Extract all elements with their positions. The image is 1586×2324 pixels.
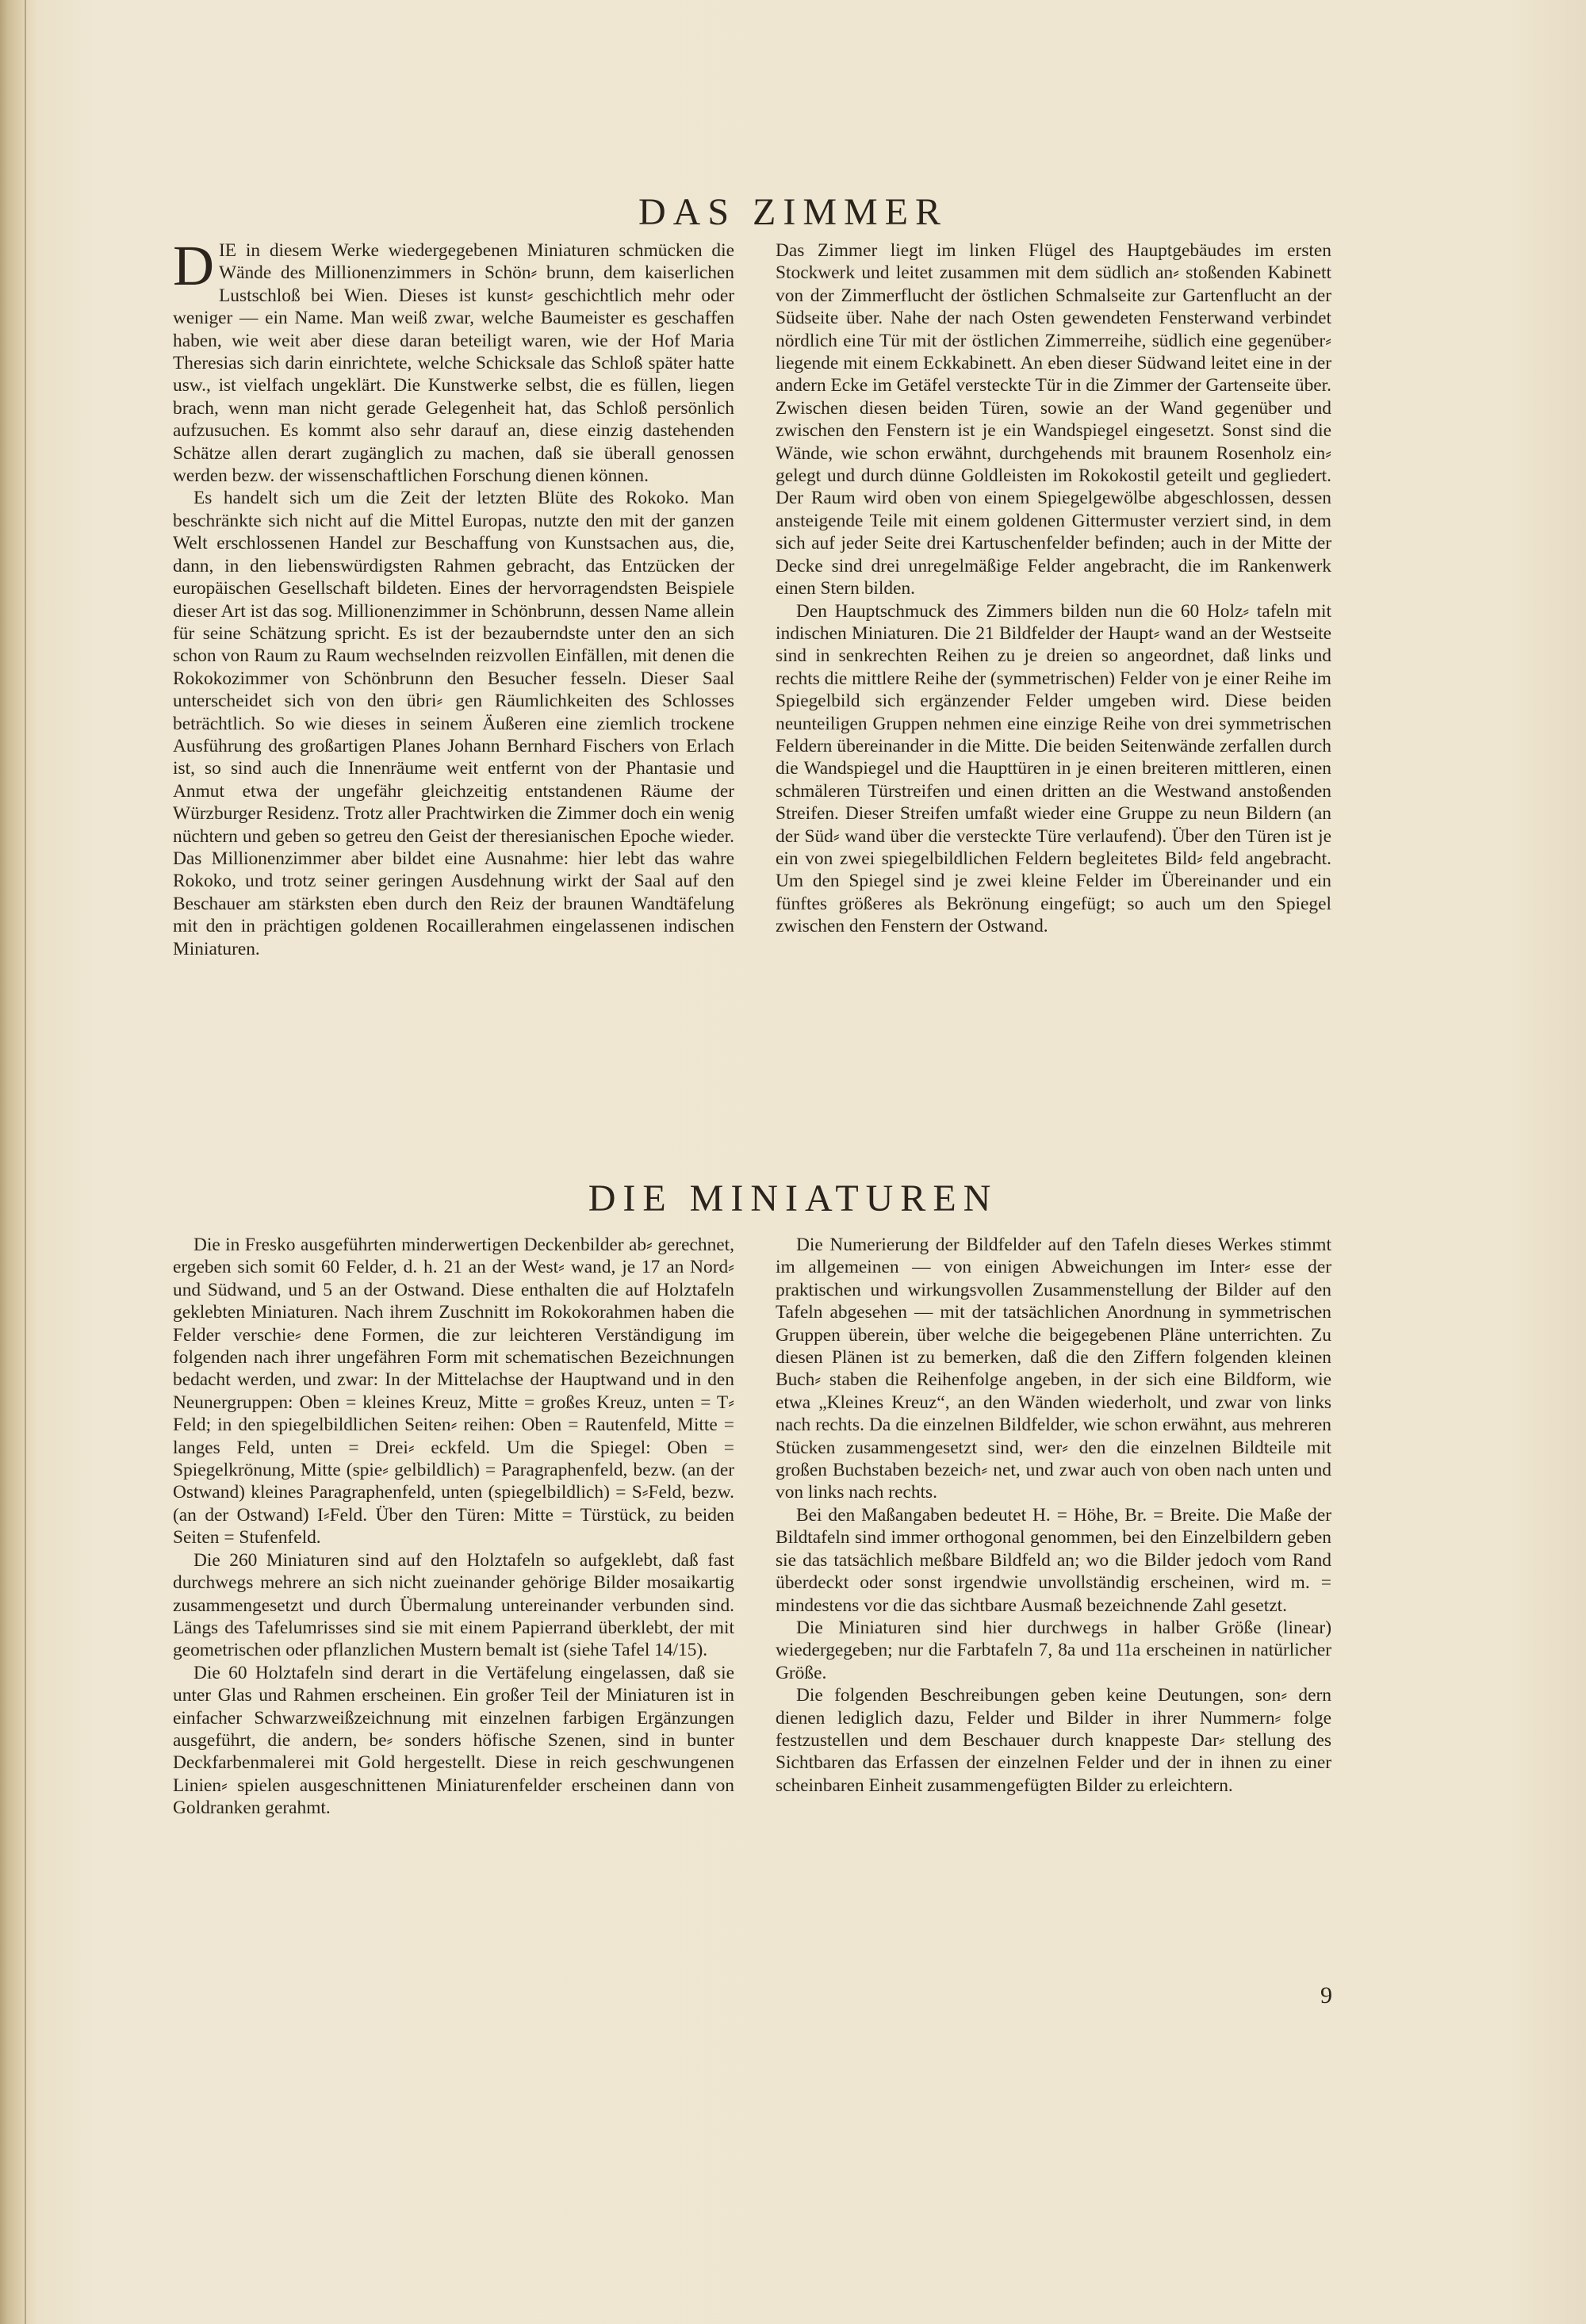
- paragraph-miniaturen-left-1: Die in Fresko ausgeführten minderwertigen Deckenbilder ab⸗ gerechnet, ergeben sich somit 60 Felder, d. h. 21 an der West⸗ wand, je 17 an Nord⸗ und Südwand, und 5 an der Ostwand. Diese enthalten die auf Holztafeln geklebten Miniaturen. Nach ihrem Zuschnitt im Rokokorahmen haben die Felder verschie⸗ dene Formen, die zur leichteren Verständigung im folgenden nach ihrer ungefähren Form mit schematischen Bezeichnungen bedacht werden, und zwar: In der Mittelachse der Hauptwand und in den Neunergruppen: Oben = kleines Kreuz, Mitte = großes Kreuz, unten = T⸗Feld; in den spiegelbildlichen Seiten⸗ reihen: Oben = Rautenfeld, Mitte = langes Feld, unten = Drei⸗ eckfeld. Um die Spiegel: Oben = Spiegelkrönung, Mitte (spie⸗ gelbildlich) = Paragraphenfeld, bezw. (an der Ostwand) kleines Paragraphenfeld, unten (spiegelbildlich) = S⸗Feld, bezw. (an der Ostwand) I⸗Feld. Über den Türen: Mitte = Türstück, zu beiden Seiten = Stufenfeld.: [173, 1235, 734, 1549]
- paragraph-zimmer-left-1: [173, 234, 734, 487]
- paragraph-zimmer-left-2: Es handelt sich um die Zeit der letzten Blüte des Rokoko. Man beschränkte sich nicht auf die Mittel Europas, nutzte den mit der ganzen Welt erschlossenen Handel zur Beschaffung von Kunstsachen aus, die, dann, in den liebenswürdigsten Rahmen gebracht, das Entzücken der europäischen Gesellschaft bildeten. Eines der hervorragendsten Beispiele dieser Art ist das sog. Millionenzimmer in Schönbrunn, dessen Name allein für seine Schätzung spricht. Es ist der bezauberndste unter den an sich schon von Raum zu Raum wechselnden reizvollen Einfällen, mit denen die Rokokozimmer von Schönbrunn den Besucher fesseln. Dieser Saal unterscheidet sich von den übri⸗ gen Räumlichkeiten des Schlosses beträchtlich. So wie dieses in seinem Äußeren eine ziemlich trockene Ausführung des großartigen Planes Johann Bernhard Fischers von Erlach ist, so sind auch die Innenräume weit entfernt von der Phantasie und Anmut etwa der ungefähr gleichzeitig entstandenen Räume der Würzburger Residenz. Trotz aller Prachtwirken die Zimmer doch ein wenig nüchtern und geben so getreu den Geist der theresianischen Epoche wieder. Das Millionenzimmer aber bildet eine Ausnahme: hier lebt das wahre Rokoko, und trotz seiner geringen Ausdehnung wirkt der Saal auf den Beschauer am stärksten eben durch den Reiz der braunen Wandtäfelung mit den in prächtigen goldenen Rocaillerahmen eingelassenen indischen Miniaturen.: [173, 488, 734, 959]
- paragraph-miniaturen-right-2: Bei den Maßangaben bedeutet H. = Höhe, Br. = Breite. Die Maße der Bildtafeln sind immer orthogonal genommen, bei den Einzelbildern geben sie das tatsächlich meßbare Bildfeld an; wo die Bilder jedoch vom Rand überdeckt oder sonst irgendwie unvollständig erscheinen, wird m. = mindestens vor die das sichtbare Ausmaß bezeichnende Zahl gesetzt.: [776, 1504, 1331, 1616]
- paragraph-miniaturen-left-2: Die 260 Miniaturen sind auf den Holztafeln so aufgeklebt, daß fast durchwegs mehrere an sich nicht zueinander gehörige Bilder mosaikartig zusammengesetzt und durch Übermalung untereinander verbunden sind. Längs des Tafelumrisses sind sie mit einem Papierrand überklebt, der mit geometrischen oder pflanzlichen Mustern bemalt ist (siehe Tafel 14/15).: [173, 1549, 734, 1661]
- book-spine-shadow: [0, 0, 38, 2324]
- paragraph-zimmer-right-2: Den Hauptschmuck des Zimmers bilden nun die 60 Holz⸗ tafeln mit indischen Miniaturen. Die 21 Bildfelder der Haupt⸗ wand an der Westseite sind in senkrechten Reihen zu je dreien so angeordnet, daß links und rechts die mittlere Reihe der (symmetrischen) Felder von je einer Reihe im Spiegelbild sich ergänzender Felder umgeben wird. Diese beiden neunteiligen Gruppen nehmen eine einzige Reihe von drei symmetrischen Feldern übereinander in die Mitte. Die beiden Seitenwände zerfallen durch die Wandspiegel und die Haupttüren in je einen breiteren mittleren, einen schmäleren Türstreifen und einen dritten an die Westwand anstoßenden Streifen. Dieser Streifen umfaßt wieder eine Gruppe zu neun Bildern (an der Süd⸗ wand über die versteckte Türe verlaufend). Über den Türen ist je ein von zwei spiegelbildlichen Feldern begleitetes Bild⸗ feld angebracht. Um den Spiegel sind je zwei kleine Felder im Übereinander und ein fünftes größeres als Bekrönung eingefügt; so auch um den Spiegel zwischen den Fenstern der Ostwand.: [776, 600, 1331, 937]
- column-zimmer-left: [173, 234, 734, 960]
- column-miniaturen-right: [776, 1234, 1331, 1797]
- page-number: 9: [1320, 1982, 1332, 2008]
- section-title-das-zimmer: DAS ZIMMER: [638, 191, 948, 233]
- column-zimmer-right: [776, 239, 1331, 938]
- paragraph-miniaturen-left-3: Die 60 Holztafeln sind derart in die Vertäfelung eingelassen, daß sie unter Glas und Rahmen erscheinen. Ein großer Teil der Miniaturen ist in einfacher Schwarzweißzeichnung mit einzelnen farbigen Ergänzungen ausgeführt, die andern, be⸗ sonders höfische Szenen, sind in bunter Deckfarbenmalerei mit Gold hergestellt. Diese in reich geschwungenen Linien⸗ spielen ausgeschnittenen Miniaturenfelder erscheinen dann von Goldranken gerahmt.: [173, 1662, 734, 1819]
- paragraph-miniaturen-right-4: Die folgenden Beschreibungen geben keine Deutungen, son⸗ dern dienen lediglich dazu, Felder und Bilder in ihrer Nummern⸗ folge festzustellen und dem Beschauer durch knappeste Dar⸗ stellung des Sichtbaren das Erfassen der einzelnen Felder und der in ihnen zu einer scheinbaren Einheit zusammengefügten Bilder zu erleichtern.: [776, 1685, 1331, 1796]
- paragraph-zimmer-right-1: Das Zimmer liegt im linken Flügel des Hauptgebäudes im ersten Stockwerk und leitet zusammen mit dem südlich an⸗ stoßenden Kabinett von der Zimmerflucht der östlichen Schmalseite zur Gartenflucht an der Südseite über. Nahe der nach Osten gewendeten Fensterwand verbindet nördlich eine Tür mit der östlichen Zimmerreihe, südlich eine gegenüber⸗ liegende mit einem Eckkabinett. An eben dieser Südwand leitet eine in der andern Ecke im Getäfel versteckte Tür in die Zimmer der Gartenseite über. Zwischen diesen beiden Türen, sowie an der Wand gegenüber und zwischen den Fenstern ist je ein Wandspiegel eingesetzt. Sonst sind die Wände, wie schon erwähnt, durchgehends mit braunem Rosenholz ein⸗ gelegt und durch dünne Goldleisten im Rokokostil geteilt und gegliedert. Der Raum wird oben von einem Spiegelgewölbe abgeschlossen, dessen ansteigende Teile mit einem goldenen Gittermuster verziert sind, in dem sich auf jeder Seite drei Kartuschenfelder befinden; auch in der Mitte der Decke sind drei unregelmäßige Felder angebracht, die im Rankenwerk einen Stern bilden.: [776, 240, 1331, 599]
- spine-fold-line: [25, 0, 26, 2324]
- paragraph-miniaturen-right-1: Die Numerierung der Bildfelder auf den Tafeln dieses Werkes stimmt im allgemeinen — von einigen Abweichungen im Inter⸗ esse der praktischen und wirkungsvollen Zusammenstellung der Bilder auf den Tafeln abgesehen — mit der tatsächlichen Anordnung in symmetrischen Gruppen überein, über welche die beigegebenen Pläne unterrichten. Zu diesen Plänen ist zu bemerken, daß die den Ziffern folgenden kleinen Buch⸗ staben die Reihenfolge angeben, in der sich eine Bildform, wie etwa „Kleines Kreuz“, an den Wänden wiederholt, und zwar von links nach rechts. Da die einzelnen Bildfelder, wie schon erwähnt, aus mehreren Stücken zusammengesetzt sind, wer⸗ den die einzelnen Bildteile mit großen Buchstaben bezeich⸗ net, und zwar auch von oben nach unten und von links nach rechts.: [776, 1235, 1331, 1503]
- paragraph-text: IE in diesem Werke wiedergegebenen Miniaturen schmücken die Wände des Millionenzimmers in Schön⸗ brunn, dem kaiserlichen Lustschloß bei Wien. Dieses ist kunst⸗ geschichtlich mehr oder weniger — ein Name. Man weiß zwar, welche Baumeister es geschaffen haben, wie weit aber diese daran beteiligt waren, wie der Hof Maria Theresias sich darin einrichtete, welche Schicksale das Schloß später hatte usw., ist vielfach ungeklärt. Die Kunstwerke selbst, die es füllen, liegen brach, wenn man nicht gerade Gelegenheit hat, das Schloß persönlich aufzusuchen. Es kommt also sehr darauf an, diese einzig dastehenden Schätze allen derart zugänglich zu machen, daß sie überall genossen werden bezw. der wissenschaftlichen Forschung dienen können.: [173, 240, 734, 487]
- column-miniaturen-left: [173, 1234, 734, 1820]
- paragraph-miniaturen-right-3: Die Miniaturen sind hier durchwegs in halber Größe (linear) wiedergegeben; nur die Farbtafeln 7, 8a und 11a erscheinen in natürlicher Größe.: [776, 1617, 1331, 1683]
- section-title-die-miniaturen: DIE MINIATUREN: [588, 1177, 998, 1219]
- drop-cap: D: [173, 234, 214, 297]
